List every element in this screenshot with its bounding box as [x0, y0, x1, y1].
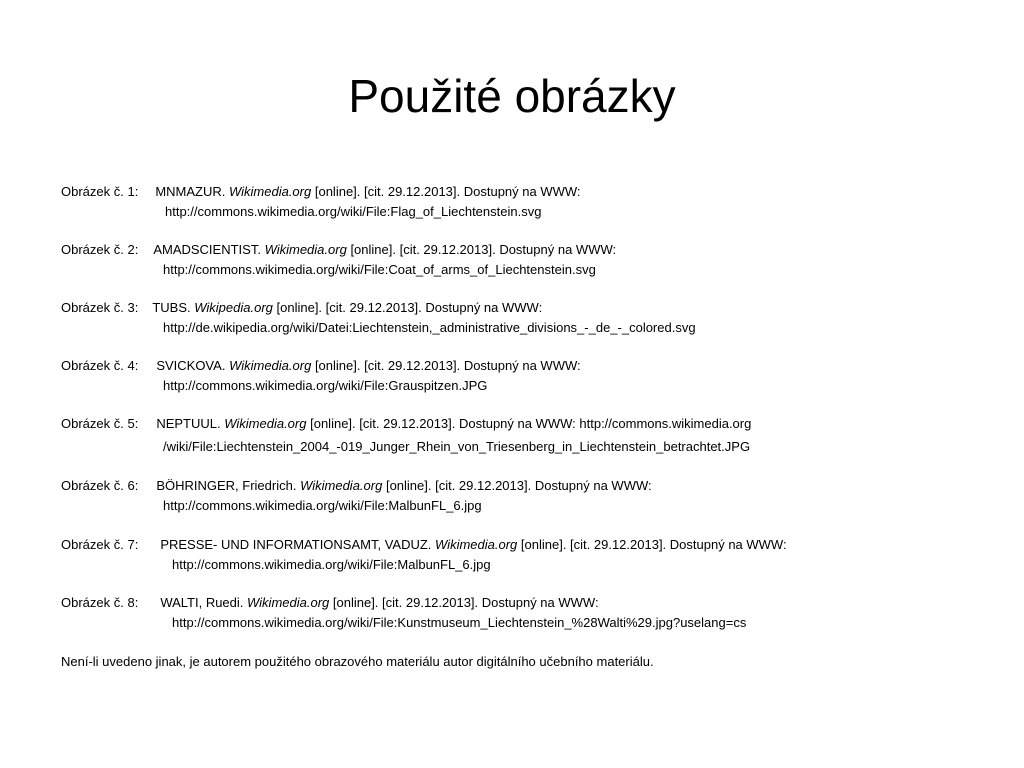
- reference-item: [61, 414, 751, 457]
- reference-author: BÖHRINGER, Friedrich.: [156, 478, 297, 493]
- reference-item: [61, 240, 616, 280]
- reference-details: [online]. [cit. 29.12.2013]. Dostupný na WWW: http://commons.wikimedia.org: [310, 416, 752, 431]
- reference-line: [61, 416, 751, 431]
- reference-details: [online]. [cit. 29.12.2013]. Dostupný na WWW:: [520, 537, 787, 552]
- reference-line: [61, 537, 787, 552]
- reference-label: Obrázek č. 1:: [61, 184, 139, 199]
- reference-source: Wikimedia.org: [264, 242, 347, 257]
- reference-url: http://de.wikipedia.org/wiki/Datei:Liechtenstein,_administrative_divisions_-_de_-_colored.svg: [163, 320, 696, 335]
- reference-source: Wikimedia.org: [229, 358, 312, 373]
- reference-label: Obrázek č. 2:: [61, 242, 139, 257]
- reference-details: [online]. [cit. 29.12.2013]. Dostupný na WWW:: [276, 300, 543, 315]
- reference-url: http://commons.wikimedia.org/wiki/File:MalbunFL_6.jpg: [163, 498, 482, 513]
- reference-author: WALTI, Ruedi.: [160, 595, 244, 610]
- reference-line: [61, 242, 616, 257]
- reference-source: Wikimedia.org: [228, 184, 312, 199]
- reference-details: [online]. [cit. 29.12.2013]. Dostupný na WWW:: [332, 595, 599, 610]
- reference-author: NEPTUUL.: [156, 416, 221, 431]
- reference-details: [online]. [cit. 29.12.2013]. Dostupný na WWW:: [314, 184, 581, 199]
- reference-label: Obrázek č. 8:: [61, 595, 139, 610]
- reference-url: http://commons.wikimedia.org/wiki/File:Grauspitzen.JPG: [163, 378, 488, 393]
- reference-url: http://commons.wikimedia.org/wiki/File:Coat_of_arms_of_Liechtenstein.svg: [163, 262, 596, 277]
- reference-details: [online]. [cit. 29.12.2013]. Dostupný na WWW:: [385, 478, 652, 493]
- reference-label: Obrázek č. 6:: [61, 478, 139, 493]
- reference-details: [online]. [cit. 29.12.2013]. Dostupný na WWW:: [350, 242, 617, 257]
- reference-line: [61, 184, 581, 199]
- reference-source: Wikimedia.org: [224, 416, 307, 431]
- reference-label: Obrázek č. 5:: [61, 416, 139, 431]
- reference-url: /wiki/File:Liechtenstein_2004_-019_Junger_Rhein_von_Triesenberg_in_Liechtenstein_betrachtet.JPG: [163, 439, 751, 454]
- page-title: Použité obrázky: [348, 70, 676, 122]
- reference-label: Obrázek č. 7:: [61, 537, 139, 552]
- reference-line: [61, 478, 652, 493]
- reference-source: Wikimedia.org: [435, 537, 518, 552]
- reference-url: http://commons.wikimedia.org/wiki/File:Kunstmuseum_Liechtenstein_%28Walti%29.jpg?uselang=cs: [172, 615, 747, 630]
- authorship-note: Není-li uvedeno jinak, je autorem použitého obrazového materiálu autor digitálního učebního materiálu.: [61, 654, 654, 669]
- reference-author: MNMAZUR.: [155, 184, 226, 199]
- reference-item: [61, 182, 581, 222]
- reference-source: Wikimedia.org: [247, 595, 330, 610]
- reference-line: [61, 595, 599, 610]
- reference-item: [61, 356, 581, 396]
- reference-item: [61, 593, 746, 633]
- reference-author: TUBS.: [152, 300, 191, 315]
- reference-label: Obrázek č. 3:: [61, 300, 139, 315]
- reference-label: Obrázek č. 4:: [61, 358, 139, 373]
- reference-url: http://commons.wikimedia.org/wiki/File:MalbunFL_6.jpg: [172, 557, 491, 572]
- reference-line: [61, 358, 581, 373]
- reference-details: [online]. [cit. 29.12.2013]. Dostupný na WWW:: [314, 358, 581, 373]
- reference-item: [61, 298, 696, 338]
- reference-source: Wikipedia.org: [194, 300, 273, 315]
- reference-item: [61, 476, 652, 516]
- reference-source: Wikimedia.org: [300, 478, 383, 493]
- reference-author: AMADSCIENTIST.: [153, 242, 261, 257]
- reference-author: PRESSE- UND INFORMATIONSAMT, VADUZ.: [160, 537, 432, 552]
- reference-url: http://commons.wikimedia.org/wiki/File:Flag_of_Liechtenstein.svg: [165, 204, 542, 219]
- reference-item: [61, 535, 787, 575]
- reference-line: [61, 300, 542, 315]
- reference-author: SVICKOVA.: [156, 358, 226, 373]
